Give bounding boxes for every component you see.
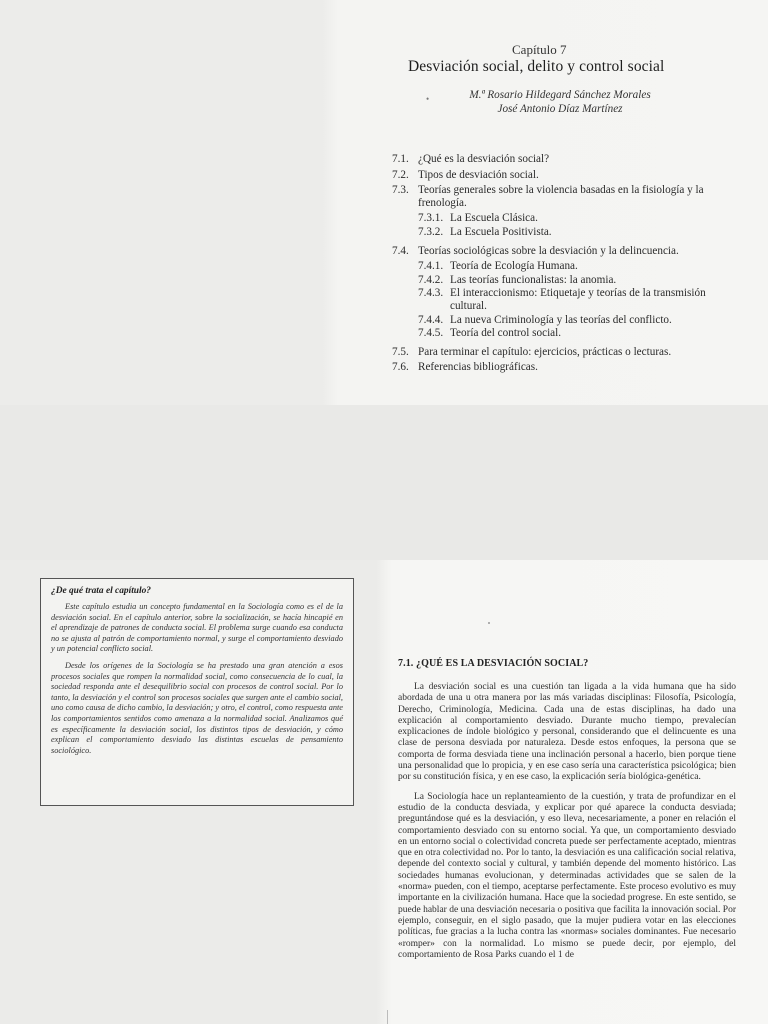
section-heading-7-1: 7.1. ¿QUÉ ES LA DESVIACIÓN SOCIAL? (398, 658, 589, 669)
body-paragraph-1: La desviación social es una cuestión tan ligada a la vida humana que ha sido abordada de una u otra manera por las más variadas disciplinas: Filosofía, Psicología, Derecho, Criminología, Medicina. Cada una de estas disciplinas, ha dado una explicación al comportamiento desviado. Durante mucho tiempo, prevalecían explicaciones de índole biológico y personal, considerando que el delincuente es una clase de persona desviada por naturaleza. Desde estos enfoques, la persona que se comporta de forma desviada tiene una inclinación personal a hacerlo, bien porque tiene una personalidad que lo propicia, y en ese caso sería una característica psicológica; bien por su constitución física, y en ese caso, la explicación sería biológica-genética. (398, 682, 736, 783)
toc-subentries-7-3 (418, 212, 722, 238)
toc-entry-7-4-5: 7.4.5. Teoría del control social. (418, 327, 562, 340)
toc-entry-7-6: 7.6. Referencias bibliográficas. (392, 361, 538, 374)
author-1: M.ª Rosario Hildegard Sánchez Morales (469, 89, 651, 101)
toc-entry-7-4-1: 7.4.1. Teoría de Ecología Humana. (418, 260, 578, 273)
chapter-body-page (0, 560, 768, 1024)
toc-entry-7-3: 7.3. Teorías generales sobre la violencia basadas en la fisiología y la frenología. 7.3.1. La Escuela Clásica. 7.3.2. La Escuela Positivista. (392, 184, 722, 238)
toc-entry-7-4-2: 7.4.2. Las teorías funcionalistas: la anomia. (418, 273, 617, 286)
summary-paragraph-2: Desde los orígenes de la Sociología se ha prestado una gran atención a esos procesos sociales que rompen la normalidad social, como consecuencia de lo cual, la sociedad responda ante el desequilibrio social con procesos de control social. Por lo tanto, la desviación y el control son procesos sociales que surgen ante el cambio social, uno como causa de dicho cambio, la desviación; y otro, el control, como respuesta ante los comportamientos sentidos como amenaza a la normalidad social. Analizamos qué es específicamente la desviación social, los distintos tipos de desviación, y cómo explican el comportamiento desviado las distintas escuelas de pensamiento sociológico. (51, 660, 343, 755)
table-of-contents (392, 153, 722, 377)
toc-entry-7-5: 7.5. Para terminar el capítulo: ejercicios, prácticas o lecturas. (392, 345, 672, 358)
toc-entry-7-4-3: 7.4.3. El interaccionismo: Etiquetaje y teorías de la transmisión cultural. (418, 287, 706, 312)
toc-entry-7-1: 7.1. ¿Qué es la desviación social? (392, 153, 550, 165)
bullet-icon: • (426, 94, 430, 104)
toc-entry-7-3-2: 7.3.2. La Escuela Positivista. (418, 225, 552, 238)
summary-heading: ¿De qué trata el capítulo? (51, 586, 151, 596)
summary-paragraph-1: Este capítulo estudia un concepto fundamental en la Sociología como es el de la desviación social. En el capítulo anterior, sobre la socialización, se hacía hincapié en el aprendizaje de patrones de conducta social. El problema surge cuando esa conducta no se ajusta al patrón de comportamiento normal, y surge el comportamiento desviado y un potencial conflicto social. (51, 602, 343, 654)
chapter-authors (426, 88, 690, 116)
toc-entry-7-2: 7.2. Tipos de desviación social. (392, 168, 539, 181)
chapter-opening-page (0, 0, 768, 405)
chapter-label: Capítulo 7 (512, 42, 567, 57)
page-spine-line (387, 1010, 388, 1024)
toc-subentries-7-4 (418, 260, 722, 340)
author-2: José Antonio Díaz Martínez (497, 103, 623, 115)
body-paragraph-2: La Sociología hace un replanteamiento de la cuestión, y trata de profundizar en el estudio de la conducta desviada, y explicar por qué aparece la conducta desviada; preguntándose qué es la desviación, y eso lleva, necesariamente, a poner en relación el comportamiento desviado con su entorno social. Ya que, un comportamiento desviado en un entorno social o colectividad concreta puede ser perfectamente aceptado, mientras que en otra colectividad no. Por lo tanto, la desviación es una calificación social relativa, depende del contexto social y cultural, y también depende del momento histórico. Las sociedades humanas evolucionan, y determinadas actividades que se salen de la «norma» pueden, con el tiempo, aceptarse perfectamente. Este proceso evolutivo es muy importante en la civilización humana. Hace que la sociedad progrese. En este sentido, se puede hablar de una desviación necesaria o positiva que facilita la innovación social. Por ejemplo, conseguir, en el siglo pasado, que la mujer pudiera votar en las elecciones políticas, fue gracias a la lucha contra las «normas» sociales dominantes. Fue necesario «romper» con la normalidad. Lo mismo se puede decir, por ejemplo, del comportamiento de Rosa Parks cuando el 1 de (398, 791, 736, 960)
section-body (398, 682, 736, 969)
toc-entry-7-3-1: 7.3.1. La Escuela Clásica. (418, 212, 538, 225)
toc-entry-7-4-4: 7.4.4. La nueva Criminología y las teorías del conflicto. (418, 313, 672, 326)
toc-entry-7-4: 7.4. Teorías sociológicas sobre la desviación y la delincuencia. 7.4.1. Teoría de Ecología Humana. 7.4.2. Las teorías funcionalistas: la anomia. 7.4.3. El interaccionismo: Etiquetaje y teorías de la transmisión cultural. 7.4.4. La nueva Criminología y las teorías del conflicto. 7.4.5. Teoría del control social. (392, 245, 722, 340)
chapter-title: Desviación social, delito y control social (408, 58, 665, 75)
scan-dot-mark (488, 622, 490, 624)
chapter-summary-box (40, 578, 354, 806)
